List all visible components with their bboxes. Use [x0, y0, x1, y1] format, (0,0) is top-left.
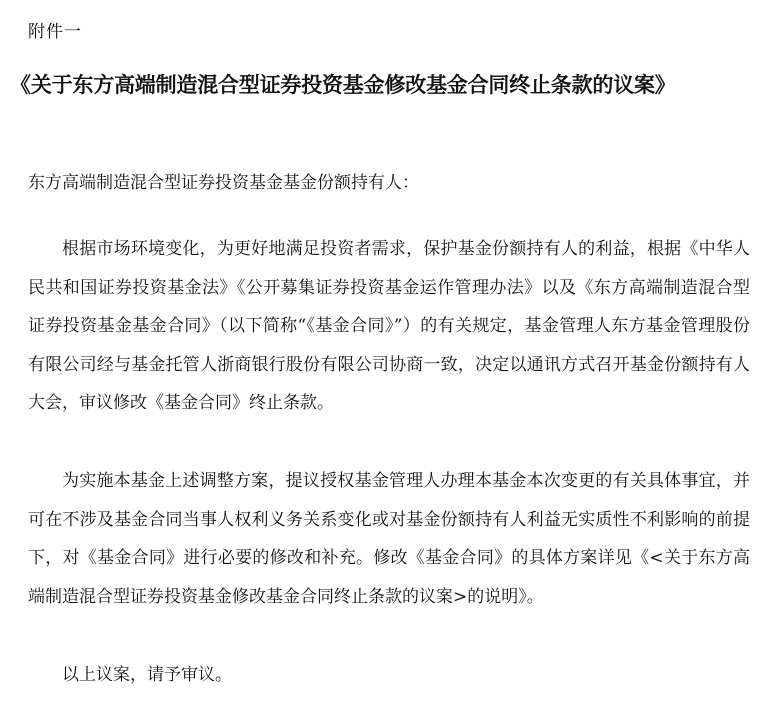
body-paragraph-2-block — [28, 462, 750, 616]
salutation: 东方高端制造混合型证券投资基金基金份额持有人： — [28, 173, 419, 193]
body-paragraph-3: 以上议案，请予审议。 — [62, 665, 232, 685]
body-paragraph-3-block — [28, 656, 750, 695]
attachment-label: 附件一 — [28, 22, 82, 42]
document-title: 《关于东方高端制造混合型证券投资基金修改基金合同终止条款的议案》 — [10, 73, 676, 97]
body-paragraph-1-block — [28, 230, 750, 423]
body-paragraph-2: 为实施本基金上述调整方案，提议授权基金管理人办理本基金本次变更的有关具体事宜，并可在不涉及基金合同当事人权利义务关系变化或对基金份额持有人利益无实质性不利影响的前提下，对《基金合同》进行必要的修改和补充。修改《基金合同》的具体方案详见《<关于东方高端制造混合型证券投资基金修改基金合同终止条款的议案>的说明》。 — [28, 471, 750, 607]
body-paragraph-1: 根据市场环境变化，为更好地满足投资者需求，保护基金份额持有人的利益，根据《中华人民共和国证券投资基金法》《公开募集证券投资基金运作管理办法》以及《东方高端制造混合型证券投资基金基金合同》（以下简称“《基金合同》”）的有关规定，基金管理人东方基金管理股份有限公司经与基金托管人浙商银行股份有限公司协商一致，决定以通讯方式召开基金份额持有人大会，审议修改《基金合同》终止条款。 — [28, 239, 750, 413]
